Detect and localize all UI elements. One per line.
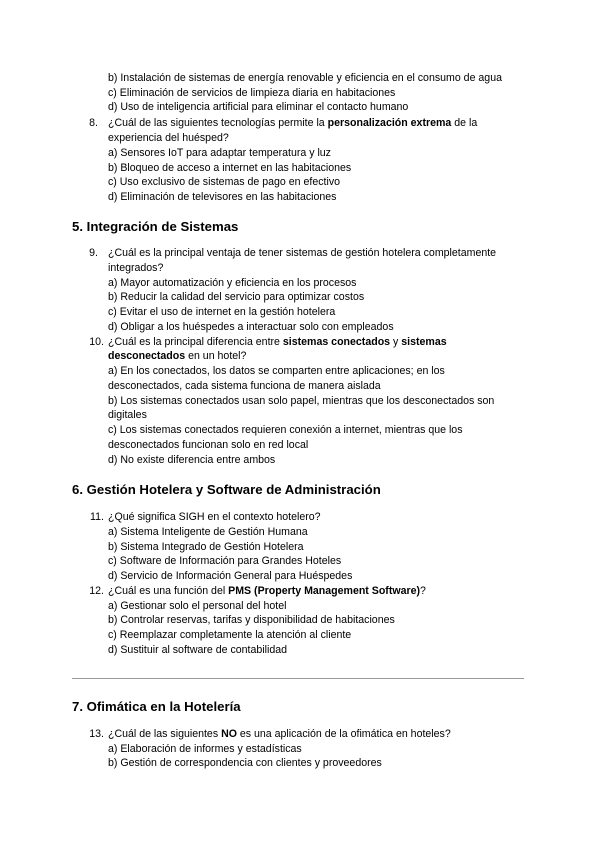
q9-option-c: c) Evitar el uso de internet en la gestión hotelera bbox=[108, 306, 336, 318]
section-6-title: 6. Gestión Hotelera y Software de Administración bbox=[72, 482, 381, 497]
q13-question: ¿Cuál de las siguientes NO es una aplicación de la ofimática en hoteles? bbox=[108, 728, 451, 740]
q12-option-b: b) Controlar reservas, tarifas y disponibilidad de habitaciones bbox=[108, 614, 395, 626]
q9-option-b: b) Reducir la calidad del servicio para optimizar costos bbox=[108, 291, 365, 303]
q10-option-b: b) Los sistemas conectados usan solo papel, mientras que los desconectados son bbox=[108, 395, 495, 407]
q12-option-c: c) Reemplazar completamente la atención al cliente bbox=[108, 629, 352, 641]
q11-option-b: b) Sistema Integrado de Gestión Hotelera bbox=[108, 541, 304, 553]
q13-option-a: a) Elaboración de informes y estadísticas bbox=[108, 743, 302, 755]
q13-number: 13. bbox=[89, 728, 104, 740]
q7-option-b: b) Instalación de sistemas de energía renovable y eficiencia en el consumo de agua bbox=[108, 72, 502, 84]
q8-option-c: c) Uso exclusivo de sistemas de pago en efectivo bbox=[108, 176, 341, 188]
q11-option-d: d) Servicio de Información General para Huéspedes bbox=[108, 570, 353, 582]
section-7-title: 7. Ofimática en la Hotelería bbox=[72, 699, 241, 714]
q9-number: 9. bbox=[89, 247, 98, 259]
q7-option-d: d) Uso de inteligencia artificial para eliminar el contacto humano bbox=[108, 101, 409, 113]
q11-question: ¿Qué significa SIGH en el contexto hotelero? bbox=[108, 511, 321, 523]
q11-option-a: a) Sistema Inteligente de Gestión Humana bbox=[108, 526, 308, 538]
q8-number: 8. bbox=[89, 117, 98, 129]
q8-option-d: d) Eliminación de televisores en las habitaciones bbox=[108, 191, 337, 203]
q11-option-c: c) Software de Información para Grandes Hoteles bbox=[108, 555, 342, 567]
q9-question-line2: integrados? bbox=[108, 262, 164, 274]
q10-question: ¿Cuál es la principal diferencia entre sistemas conectados y sistemas bbox=[108, 336, 447, 348]
section-5-title: 5. Integración de Sistemas bbox=[72, 219, 239, 234]
q9-question: ¿Cuál es la principal ventaja de tener sistemas de gestión hotelera completamente bbox=[108, 247, 497, 259]
q10-option-a-cont: desconectados, cada sistema funciona de manera aislada bbox=[108, 380, 381, 392]
q10-question-line2: desconectados en un hotel? bbox=[108, 350, 247, 362]
q10-option-c: c) Los sistemas conectados requieren conexión a internet, mientras que los bbox=[108, 424, 463, 436]
q8-option-a: a) Sensores IoT para adaptar temperatura y luz bbox=[108, 147, 331, 159]
q13-option-b: b) Gestión de correspondencia con clientes y proveedores bbox=[108, 757, 382, 769]
q7-option-c: c) Eliminación de servicios de limpieza diaria en habitaciones bbox=[108, 87, 396, 99]
q9-option-a: a) Mayor automatización y eficiencia en los procesos bbox=[108, 277, 357, 289]
q8-option-b: b) Bloqueo de acceso a internet en las habitaciones bbox=[108, 162, 352, 174]
q10-option-a: a) En los conectados, los datos se comparten entre aplicaciones; en los bbox=[108, 365, 445, 377]
q8-question-line2: experiencia del huésped? bbox=[108, 132, 229, 144]
q12-option-a: a) Gestionar solo el personal del hotel bbox=[108, 600, 287, 612]
horizontal-divider bbox=[72, 678, 524, 679]
q10-number: 10. bbox=[89, 336, 104, 348]
q11-number: 11. bbox=[90, 511, 104, 523]
q10-option-d: d) No existe diferencia entre ambos bbox=[108, 454, 276, 466]
q10-option-b-cont: digitales bbox=[108, 409, 147, 421]
q12-question: ¿Cuál es una función del PMS (Property Management Software)? bbox=[108, 585, 426, 597]
q10-option-c-cont: desconectados funcionan solo en red local bbox=[108, 439, 309, 451]
q8-question: ¿Cuál de las siguientes tecnologías permite la personalización extrema de la bbox=[108, 117, 478, 129]
q9-option-d: d) Obligar a los huéspedes a interactuar solo con empleados bbox=[108, 321, 394, 333]
q12-number: 12. bbox=[89, 585, 104, 597]
q12-option-d: d) Sustituir al software de contabilidad bbox=[108, 644, 288, 656]
